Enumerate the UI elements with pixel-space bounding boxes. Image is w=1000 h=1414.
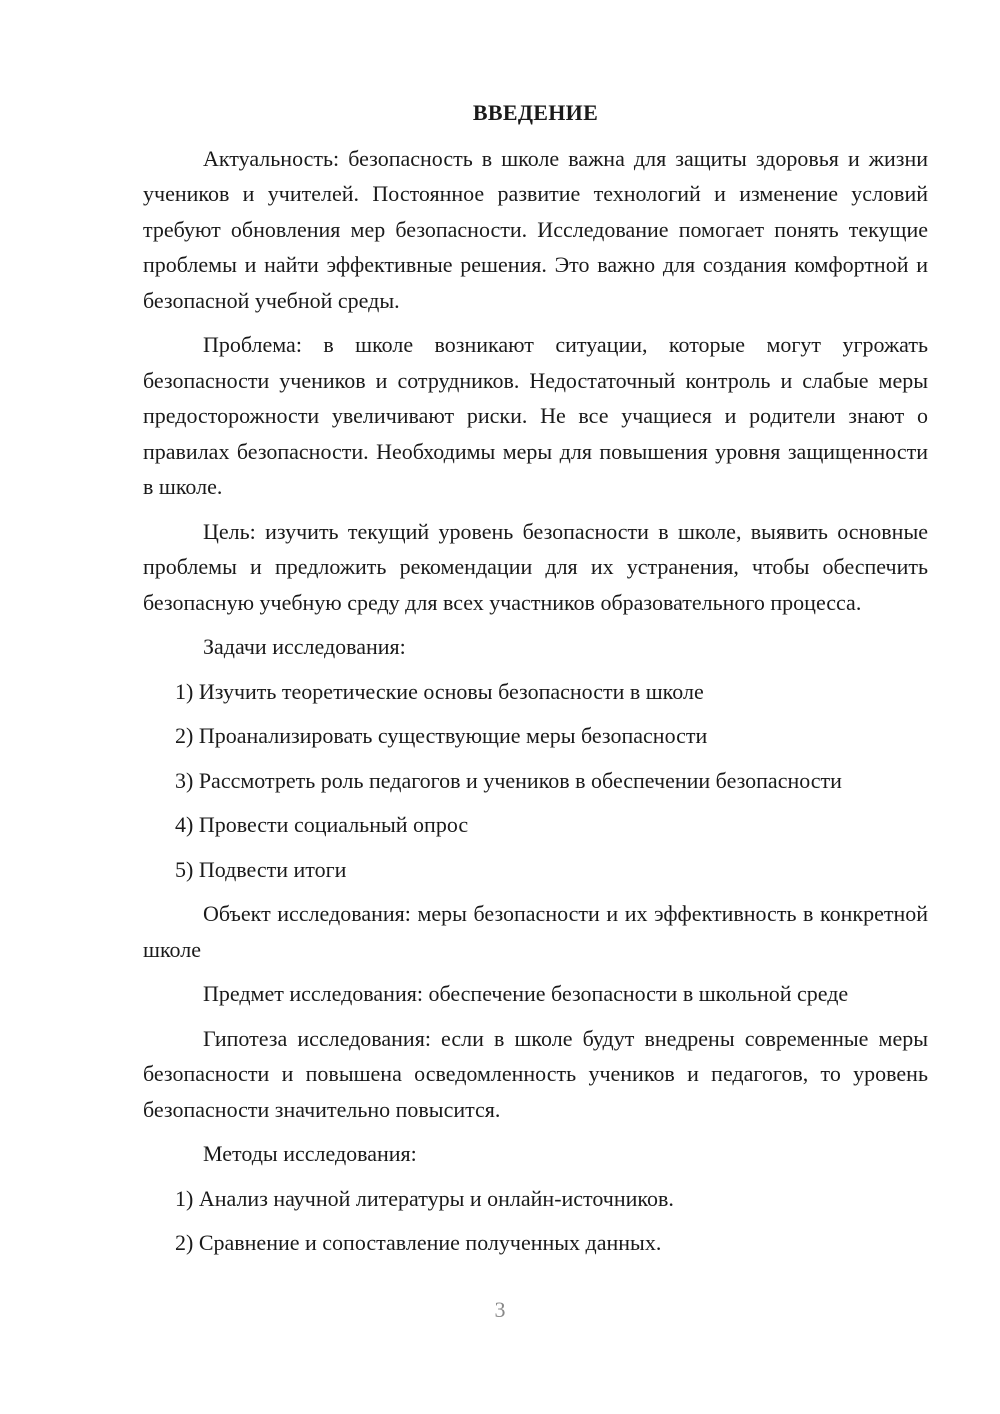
list-item: 1) Изучить теоретические основы безопасности в школе — [175, 678, 704, 704]
list-item: 2) Проанализировать существующие меры безопасности — [175, 723, 708, 748]
list-item: 1) Анализ научной литературы и онлайн-источников. — [175, 1185, 674, 1211]
list-item: 5) Подвести итоги — [175, 856, 347, 882]
tasks-list — [143, 674, 928, 888]
relevance-paragraph: Актуальность: безопасность в школе важна для защиты здоровья и жизни учеников и учителей. Постоянное развитие технологий и изменение условий требуют обновления мер безопасности. Исследование помогает понять текущие проблемы и найти эффективные решения. Это важно для создания комфортной и безопасной учебной среды. — [143, 145, 928, 313]
page-number: 3 — [494, 1297, 506, 1322]
hypothesis-paragraph: Гипотеза исследования: если в школе будут внедрены современные меры безопасности и повышена осведомленность учеников и педагогов, то уровень безопасности значительно повысится. — [143, 1025, 928, 1122]
subject-paragraph: Предмет исследования: обеспечение безопасности в школьной среде — [203, 981, 849, 1006]
methods-list — [143, 1181, 928, 1261]
list-item: 4) Провести социальный опрос — [175, 812, 469, 837]
problem-paragraph: Проблема: в школе возникают ситуации, которые могут угрожать безопасности учеников и сотрудников. Недостаточный контроль и слабые меры предосторожности увеличивают риски. Не все учащиеся и родители знают о правилах безопасности. Необходимы меры для повышения уровня защищенности в школе. — [143, 332, 928, 499]
object-paragraph: Объект исследования: меры безопасности и их эффективность в конкретной школе — [143, 901, 928, 962]
goal-paragraph: Цель: изучить текущий уровень безопасности в школе, выявить основные проблемы и предложить рекомендации для их устранения, чтобы обеспечить безопасную учебную среду для всех участников образовательного процесса. — [143, 518, 928, 615]
section-title: ВВЕДЕНИЕ — [472, 100, 599, 125]
list-item: 3) Рассмотреть роль педагогов и учеников в обеспечении безопасности — [175, 767, 842, 793]
document-page — [143, 95, 928, 1270]
tasks-label: Задачи исследования: — [203, 634, 406, 659]
list-item: 2) Сравнение и сопоставление полученных данных. — [175, 1230, 662, 1255]
methods-label: Методы исследования: — [203, 1141, 417, 1166]
